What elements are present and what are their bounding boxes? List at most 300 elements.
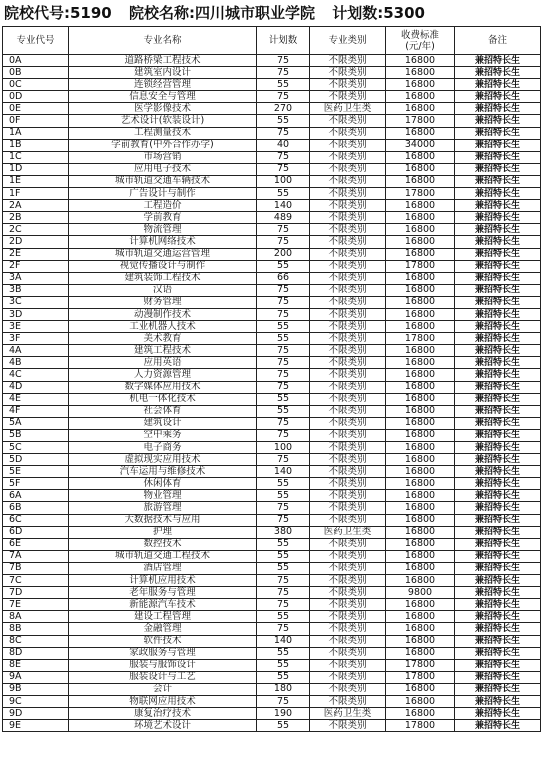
category-cell: 不限类别 [310, 405, 386, 417]
column-header-remark: 备注 [455, 27, 541, 55]
fee-cell: 17800 [386, 260, 455, 272]
table-body [3, 55, 541, 732]
major-code-cell: 1A [3, 127, 69, 139]
page-header [4, 2, 540, 24]
major-code-cell: 5F [3, 478, 69, 490]
remark-cell: 兼招特长生 [455, 357, 541, 369]
category-cell: 不限类别 [310, 587, 386, 599]
category-cell: 不限类别 [310, 683, 386, 695]
remark-cell: 兼招特长生 [455, 671, 541, 683]
fee-cell: 16800 [386, 405, 455, 417]
major-name-cell: 道路桥梁工程技术 [69, 55, 257, 67]
major-name-cell: 新能源汽车技术 [69, 599, 257, 611]
category-cell: 医药卫生类 [310, 526, 386, 538]
major-name-cell: 机电一体化技术 [69, 393, 257, 405]
fee-cell: 16800 [386, 212, 455, 224]
table-row [3, 442, 541, 454]
major-name-cell: 工程造价 [69, 200, 257, 212]
major-code-cell: 4C [3, 369, 69, 381]
remark-cell: 兼招特长生 [455, 478, 541, 490]
category-cell: 不限类别 [310, 454, 386, 466]
table-row [3, 67, 541, 79]
plan-count-cell: 75 [257, 599, 310, 611]
table-row [3, 599, 541, 611]
major-code-cell: 9B [3, 683, 69, 695]
category-cell: 不限类别 [310, 115, 386, 127]
plan-count-cell: 75 [257, 284, 310, 296]
plan-count-cell: 55 [257, 260, 310, 272]
admission-plan-table [2, 26, 541, 732]
table-row [3, 393, 541, 405]
major-code-cell: 1C [3, 151, 69, 163]
remark-cell: 兼招特长生 [455, 296, 541, 308]
major-code-cell: 9E [3, 720, 69, 732]
major-code-cell: 0D [3, 91, 69, 103]
plan-count-cell: 75 [257, 236, 310, 248]
fee-cell: 16800 [386, 635, 455, 647]
fee-cell: 16800 [386, 163, 455, 175]
major-code-cell: 8C [3, 635, 69, 647]
fee-cell: 16800 [386, 248, 455, 260]
fee-cell: 16800 [386, 321, 455, 333]
category-cell: 不限类别 [310, 296, 386, 308]
plan-count-cell: 55 [257, 188, 310, 200]
fee-cell: 34000 [386, 139, 455, 151]
major-code-cell: 6A [3, 490, 69, 502]
major-name-cell: 服装设计与工艺 [69, 671, 257, 683]
fee-cell: 9800 [386, 587, 455, 599]
major-code-cell: 7E [3, 599, 69, 611]
plan-count-cell: 75 [257, 151, 310, 163]
remark-cell: 兼招特长生 [455, 454, 541, 466]
fee-cell: 16800 [386, 514, 455, 526]
table-row [3, 296, 541, 308]
major-name-cell: 金融管理 [69, 623, 257, 635]
plan-count-cell: 75 [257, 163, 310, 175]
major-name-cell: 连锁经营管理 [69, 79, 257, 91]
plan-count-cell: 140 [257, 635, 310, 647]
category-cell: 不限类别 [310, 200, 386, 212]
remark-cell: 兼招特长生 [455, 248, 541, 260]
table-row [3, 417, 541, 429]
remark-cell: 兼招特长生 [455, 212, 541, 224]
major-name-cell: 软件技术 [69, 635, 257, 647]
plan-count-cell: 55 [257, 405, 310, 417]
major-code-cell: 4B [3, 357, 69, 369]
major-name-cell: 应用电子技术 [69, 163, 257, 175]
major-code-cell: 8A [3, 611, 69, 623]
column-header-code: 专业代号 [3, 27, 69, 55]
table-row [3, 635, 541, 647]
fee-cell: 16800 [386, 393, 455, 405]
plan-count-cell: 489 [257, 212, 310, 224]
remark-cell: 兼招特长生 [455, 127, 541, 139]
major-name-cell: 物流管理 [69, 224, 257, 236]
table-row [3, 381, 541, 393]
table-row [3, 333, 541, 345]
plan-count-cell: 55 [257, 611, 310, 623]
category-cell: 不限类别 [310, 188, 386, 200]
fee-cell: 16800 [386, 91, 455, 103]
remark-cell: 兼招特长生 [455, 683, 541, 695]
major-code-cell: 0B [3, 67, 69, 79]
fee-cell: 16800 [386, 236, 455, 248]
table-row [3, 550, 541, 562]
major-code-cell: 4F [3, 405, 69, 417]
school-name-value: 四川城市职业学院 [194, 4, 315, 22]
fee-cell: 16800 [386, 526, 455, 538]
fee-cell: 16800 [386, 611, 455, 623]
major-name-cell: 计算机网络技术 [69, 236, 257, 248]
remark-cell: 兼招特长生 [455, 163, 541, 175]
category-cell: 不限类别 [310, 647, 386, 659]
plan-count-cell: 55 [257, 321, 310, 333]
remark-cell: 兼招特长生 [455, 526, 541, 538]
plan-count-cell: 75 [257, 357, 310, 369]
major-name-cell: 财务管理 [69, 296, 257, 308]
major-name-cell: 家政服务与管理 [69, 647, 257, 659]
major-name-cell: 数控技术 [69, 538, 257, 550]
remark-cell: 兼招特长生 [455, 345, 541, 357]
column-header-major: 专业名称 [69, 27, 257, 55]
remark-cell: 兼招特长生 [455, 490, 541, 502]
major-code-cell: 2A [3, 200, 69, 212]
major-code-cell: 7B [3, 562, 69, 574]
category-cell: 不限类别 [310, 55, 386, 67]
remark-cell: 兼招特长生 [455, 659, 541, 671]
major-code-cell: 2D [3, 236, 69, 248]
category-cell: 不限类别 [310, 623, 386, 635]
category-cell: 不限类别 [310, 695, 386, 707]
remark-cell: 兼招特长生 [455, 260, 541, 272]
category-cell: 不限类别 [310, 321, 386, 333]
fee-cell: 16800 [386, 200, 455, 212]
plan-count-cell: 75 [257, 587, 310, 599]
plan-count-cell: 55 [257, 490, 310, 502]
major-name-cell: 酒店管理 [69, 562, 257, 574]
plan-count-cell: 66 [257, 272, 310, 284]
fee-cell: 16800 [386, 429, 455, 441]
remark-cell: 兼招特长生 [455, 405, 541, 417]
major-code-cell: 4D [3, 381, 69, 393]
table-row [3, 236, 541, 248]
category-cell: 不限类别 [310, 333, 386, 345]
table-row [3, 647, 541, 659]
major-name-cell: 建筑装饰工程技术 [69, 272, 257, 284]
fee-cell: 16800 [386, 151, 455, 163]
category-cell: 不限类别 [310, 490, 386, 502]
plan-count-cell: 75 [257, 91, 310, 103]
remark-cell: 兼招特长生 [455, 695, 541, 707]
major-name-cell: 老年服务与管理 [69, 587, 257, 599]
fee-cell: 16800 [386, 683, 455, 695]
major-code-cell: 1D [3, 163, 69, 175]
fee-cell: 16800 [386, 562, 455, 574]
major-code-cell: 1F [3, 188, 69, 200]
fee-cell: 16800 [386, 695, 455, 707]
remark-cell: 兼招特长生 [455, 538, 541, 550]
category-cell: 不限类别 [310, 393, 386, 405]
category-cell: 医药卫生类 [310, 103, 386, 115]
remark-cell: 兼招特长生 [455, 188, 541, 200]
remark-cell: 兼招特长生 [455, 442, 541, 454]
major-code-cell: 3F [3, 333, 69, 345]
category-cell: 不限类别 [310, 91, 386, 103]
major-code-cell: 0F [3, 115, 69, 127]
table-row [3, 103, 541, 115]
category-cell: 不限类别 [310, 175, 386, 187]
major-code-cell: 2F [3, 260, 69, 272]
major-name-cell: 物业管理 [69, 490, 257, 502]
category-cell: 不限类别 [310, 417, 386, 429]
remark-cell: 兼招特长生 [455, 91, 541, 103]
plan-count-cell: 55 [257, 562, 310, 574]
category-cell: 不限类别 [310, 236, 386, 248]
table-row [3, 671, 541, 683]
fee-cell: 16800 [386, 224, 455, 236]
plan-count-cell: 75 [257, 308, 310, 320]
plan-count-cell: 40 [257, 139, 310, 151]
major-name-cell: 汉语 [69, 284, 257, 296]
remark-cell: 兼招特长生 [455, 514, 541, 526]
plan-count-cell: 75 [257, 575, 310, 587]
category-cell: 不限类别 [310, 151, 386, 163]
table-row [3, 720, 541, 732]
major-code-cell: 0C [3, 79, 69, 91]
table-row [3, 188, 541, 200]
table-row [3, 623, 541, 635]
remark-cell: 兼招特长生 [455, 175, 541, 187]
category-cell: 不限类别 [310, 429, 386, 441]
category-cell: 不限类别 [310, 284, 386, 296]
plan-count-cell: 200 [257, 248, 310, 260]
fee-cell: 16800 [386, 478, 455, 490]
major-code-cell: 3A [3, 272, 69, 284]
plan-count-cell: 75 [257, 502, 310, 514]
fee-cell: 17800 [386, 720, 455, 732]
major-code-cell: 4E [3, 393, 69, 405]
remark-cell: 兼招特长生 [455, 599, 541, 611]
plan-count-cell: 55 [257, 550, 310, 562]
remark-cell: 兼招特长生 [455, 623, 541, 635]
major-name-cell: 人力资源管理 [69, 369, 257, 381]
fee-cell: 16800 [386, 490, 455, 502]
major-code-cell: 8B [3, 623, 69, 635]
fee-cell: 16800 [386, 345, 455, 357]
major-code-cell: 0E [3, 103, 69, 115]
category-cell: 不限类别 [310, 442, 386, 454]
remark-cell: 兼招特长生 [455, 103, 541, 115]
fee-cell: 16800 [386, 308, 455, 320]
remark-cell: 兼招特长生 [455, 381, 541, 393]
major-code-cell: 9D [3, 708, 69, 720]
table-row [3, 490, 541, 502]
plan-count-cell: 75 [257, 623, 310, 635]
plan-count-cell: 55 [257, 538, 310, 550]
plan-count-cell: 75 [257, 514, 310, 526]
table-row [3, 139, 541, 151]
major-code-cell: 6C [3, 514, 69, 526]
table-row [3, 587, 541, 599]
remark-cell: 兼招特长生 [455, 55, 541, 67]
major-code-cell: 6D [3, 526, 69, 538]
remark-cell: 兼招特长生 [455, 575, 541, 587]
major-code-cell: 3D [3, 308, 69, 320]
major-name-cell: 建筑设计 [69, 417, 257, 429]
fee-cell: 16800 [386, 623, 455, 635]
table-row [3, 502, 541, 514]
major-name-cell: 数字媒体应用技术 [69, 381, 257, 393]
major-code-cell: 8E [3, 659, 69, 671]
table-row [3, 369, 541, 381]
plan-count-cell: 55 [257, 647, 310, 659]
category-cell: 不限类别 [310, 635, 386, 647]
table-row [3, 708, 541, 720]
category-cell: 不限类别 [310, 79, 386, 91]
fee-cell: 16800 [386, 103, 455, 115]
table-row [3, 695, 541, 707]
major-code-cell: 8D [3, 647, 69, 659]
major-name-cell: 城市轨道交通车辆技术 [69, 175, 257, 187]
category-cell: 不限类别 [310, 248, 386, 260]
remark-cell: 兼招特长生 [455, 611, 541, 623]
table-row [3, 212, 541, 224]
category-cell: 不限类别 [310, 260, 386, 272]
category-cell: 不限类别 [310, 369, 386, 381]
table-row [3, 151, 541, 163]
major-name-cell: 计算机应用技术 [69, 575, 257, 587]
plan-count-cell: 75 [257, 67, 310, 79]
major-name-cell: 艺术设计(软装设计) [69, 115, 257, 127]
major-code-cell: 3C [3, 296, 69, 308]
plan-count-cell: 100 [257, 175, 310, 187]
fee-cell: 16800 [386, 466, 455, 478]
major-name-cell: 建设工程管理 [69, 611, 257, 623]
remark-cell: 兼招特长生 [455, 369, 541, 381]
remark-cell: 兼招特长生 [455, 224, 541, 236]
table-row [3, 260, 541, 272]
major-code-cell: 6E [3, 538, 69, 550]
category-cell: 不限类别 [310, 550, 386, 562]
remark-cell: 兼招特长生 [455, 321, 541, 333]
major-name-cell: 医学影像技术 [69, 103, 257, 115]
school-name-label: 院校名称: [128, 4, 195, 22]
plan-count-cell: 75 [257, 296, 310, 308]
fee-cell: 16800 [386, 284, 455, 296]
plan-count-cell: 55 [257, 115, 310, 127]
plan-count-value: 5300 [383, 4, 425, 22]
major-code-cell: 0A [3, 55, 69, 67]
category-cell: 不限类别 [310, 381, 386, 393]
major-code-cell: 5A [3, 417, 69, 429]
category-cell: 不限类别 [310, 224, 386, 236]
table-row [3, 115, 541, 127]
category-cell: 不限类别 [310, 599, 386, 611]
fee-cell: 16800 [386, 175, 455, 187]
table-row [3, 478, 541, 490]
major-code-cell: 4A [3, 345, 69, 357]
plan-count-cell: 55 [257, 393, 310, 405]
remark-cell: 兼招特长生 [455, 720, 541, 732]
table-row [3, 562, 541, 574]
fee-cell: 16800 [386, 502, 455, 514]
table-row [3, 345, 541, 357]
table-row [3, 200, 541, 212]
major-code-cell: 3B [3, 284, 69, 296]
table-row [3, 224, 541, 236]
fee-cell: 16800 [386, 79, 455, 91]
plan-count-cell: 75 [257, 417, 310, 429]
plan-count-cell: 55 [257, 659, 310, 671]
plan-count-cell: 55 [257, 478, 310, 490]
major-code-cell: 7A [3, 550, 69, 562]
category-cell: 不限类别 [310, 611, 386, 623]
table-row [3, 466, 541, 478]
major-name-cell: 应用英语 [69, 357, 257, 369]
fee-cell: 16800 [386, 357, 455, 369]
plan-count-cell: 75 [257, 127, 310, 139]
plan-count-cell: 75 [257, 381, 310, 393]
fee-cell: 16800 [386, 575, 455, 587]
major-code-cell: 7D [3, 587, 69, 599]
fee-cell: 16800 [386, 708, 455, 720]
category-cell: 不限类别 [310, 659, 386, 671]
remark-cell: 兼招特长生 [455, 635, 541, 647]
fee-cell: 16800 [386, 599, 455, 611]
major-name-cell: 社会体育 [69, 405, 257, 417]
major-name-cell: 城市轨道交通工程技术 [69, 550, 257, 562]
remark-cell: 兼招特长生 [455, 550, 541, 562]
major-name-cell: 旅游管理 [69, 502, 257, 514]
major-code-cell: 1B [3, 139, 69, 151]
plan-count-cell: 180 [257, 683, 310, 695]
major-code-cell: 6B [3, 502, 69, 514]
remark-cell: 兼招特长生 [455, 466, 541, 478]
remark-cell: 兼招特长生 [455, 393, 541, 405]
major-name-cell: 康复治疗技术 [69, 708, 257, 720]
table-row [3, 659, 541, 671]
major-name-cell: 环境艺术设计 [69, 720, 257, 732]
table-row [3, 91, 541, 103]
category-cell: 不限类别 [310, 671, 386, 683]
fee-cell: 16800 [386, 454, 455, 466]
table-row [3, 538, 541, 550]
major-name-cell: 建筑工程技术 [69, 345, 257, 357]
major-name-cell: 虚拟现实应用技术 [69, 454, 257, 466]
major-code-cell: 5B [3, 429, 69, 441]
plan-count-cell: 55 [257, 333, 310, 345]
table-row [3, 127, 541, 139]
category-cell: 不限类别 [310, 478, 386, 490]
school-code-label: 院校代号: [4, 4, 70, 22]
remark-cell: 兼招特长生 [455, 562, 541, 574]
category-cell: 不限类别 [310, 308, 386, 320]
table-row [3, 308, 541, 320]
plan-count-label: 计划数: [332, 4, 384, 22]
category-cell: 不限类别 [310, 562, 386, 574]
major-code-cell: 3E [3, 321, 69, 333]
major-name-cell: 工业机器人技术 [69, 321, 257, 333]
fee-cell: 16800 [386, 67, 455, 79]
major-name-cell: 服装与服饰设计 [69, 659, 257, 671]
plan-count-cell: 140 [257, 466, 310, 478]
category-cell: 不限类别 [310, 575, 386, 587]
remark-cell: 兼招特长生 [455, 333, 541, 345]
remark-cell: 兼招特长生 [455, 79, 541, 91]
plan-count-cell: 75 [257, 429, 310, 441]
major-name-cell: 会计 [69, 683, 257, 695]
category-cell: 不限类别 [310, 357, 386, 369]
